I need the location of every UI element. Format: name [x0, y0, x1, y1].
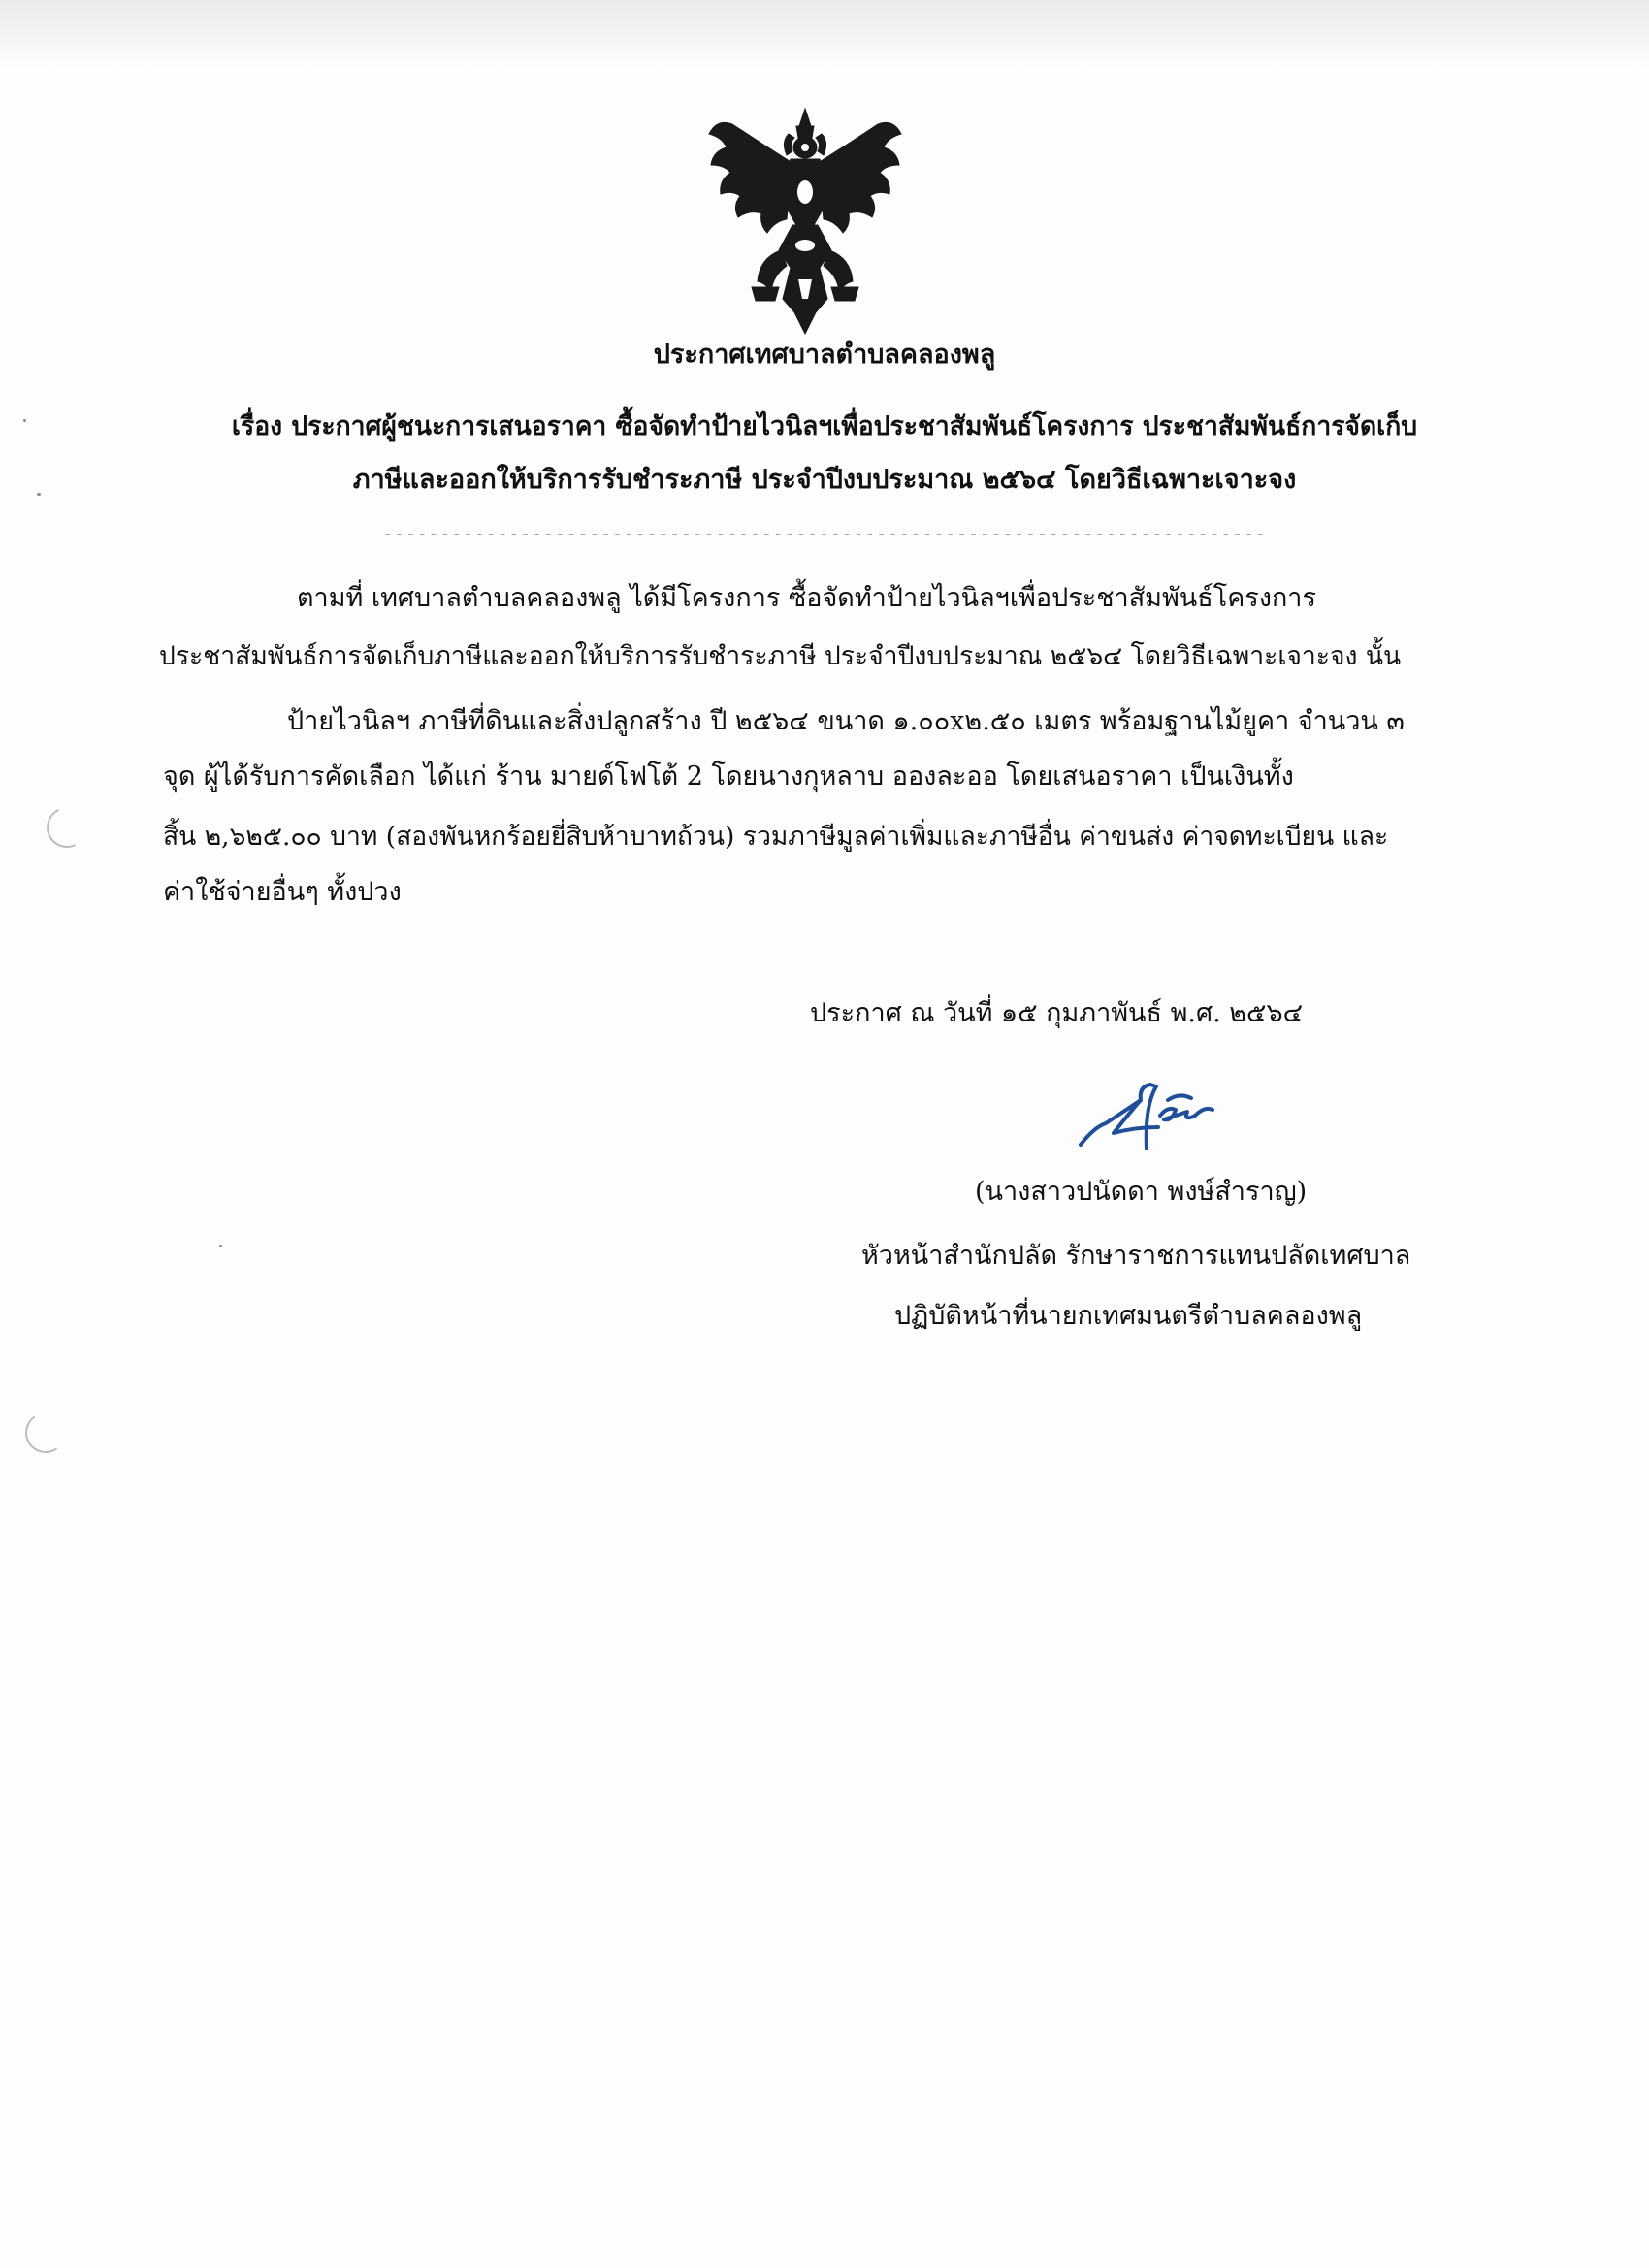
subject-line-1: เรื่อง ประกาศผู้ชนะการเสนอราคา ซื้อจัดทำป้ายไวนิลฯเพื่อประชาสัมพันธ์โครงการ ประชาสัมพันธ์การจัดเก็บ [231, 411, 1418, 441]
garuda-emblem-icon [703, 105, 907, 338]
paragraph-1-line-2: ประชาสัมพันธ์การจัดเก็บภาษีและออกให้บริการรับชำระภาษี ประจำปีงบประมาณ ๒๕๖๔ โดยวิธีเฉพาะเจาะจง นั้น [159, 641, 1402, 671]
signer-name: (นางสาวปนัดดา พงษ์สำราญ) [975, 1177, 1308, 1207]
paragraph-2-line-1: ป้ายไวนิลฯ ภาษีที่ดินและสิ่งปลูกสร้าง ปี ๒๕๖๔ ขนาด ๑.๐๐x๒.๕๐ เมตร พร้อมฐานไม้ยูคา จำนวน ๓ [287, 706, 1405, 736]
scan-speck [37, 493, 41, 496]
paragraph-2-line-4: ค่าใช้จ่ายอื่นๆ ทั้งปวง [163, 877, 402, 907]
paragraph-2-line-3: สิ้น ๒,๖๒๕.๐๐ บาท (สองพันหกร้อยยี่สิบห้าบาทถ้วน) รวมภาษีมูลค่าเพิ่มและภาษีอื่น ค่าขนส่ง ค่าจดทะเบียน และ [163, 822, 1389, 852]
signer-position-line-1: หัวหน้าสำนักปลัด รักษาราชการแทนปลัดเทศบาล [861, 1241, 1411, 1271]
scan-speck [219, 1245, 222, 1247]
scan-shadow [0, 0, 1649, 68]
announcement-title: ประกาศเทศบาลตำบลคลองพลู [653, 340, 996, 370]
subject-line-2: ภาษีและออกให้บริการรับชำระภาษี ประจำปีงบประมาณ ๒๕๖๔ โดยวิธีเฉพาะเจาะจง [352, 465, 1297, 495]
punch-hole-mark [22, 1409, 70, 1457]
announcement-date: ประกาศ ณ วันที่ ๑๕ กุมภาพันธ์ พ.ศ. ๒๕๖๔ [810, 998, 1304, 1028]
paragraph-1-line-1: ตามที่ เทศบาลตำบลคลองพลู ได้มีโครงการ ซื้อจัดทำป้ายไวนิลฯเพื่อประชาสัมพันธ์โครงการ [297, 583, 1316, 613]
heading-divider: ----------------------------------------------------------------------------- [382, 524, 1267, 544]
signer-position-line-2: ปฏิบัติหน้าที่นายกเทศมนตรีตำบลคลองพลู [894, 1301, 1363, 1331]
paragraph-2-line-2: จุด ผู้ได้รับการคัดเลือก ได้แก่ ร้าน มายด์โฟโต้ 2 โดยนางกุหลาบ อองละออ โดยเสนอราคา เป็นเงินทั้ง [163, 761, 1294, 792]
scan-speck [23, 419, 26, 422]
punch-hole-mark [41, 801, 93, 854]
signature-icon [1067, 1077, 1261, 1164]
